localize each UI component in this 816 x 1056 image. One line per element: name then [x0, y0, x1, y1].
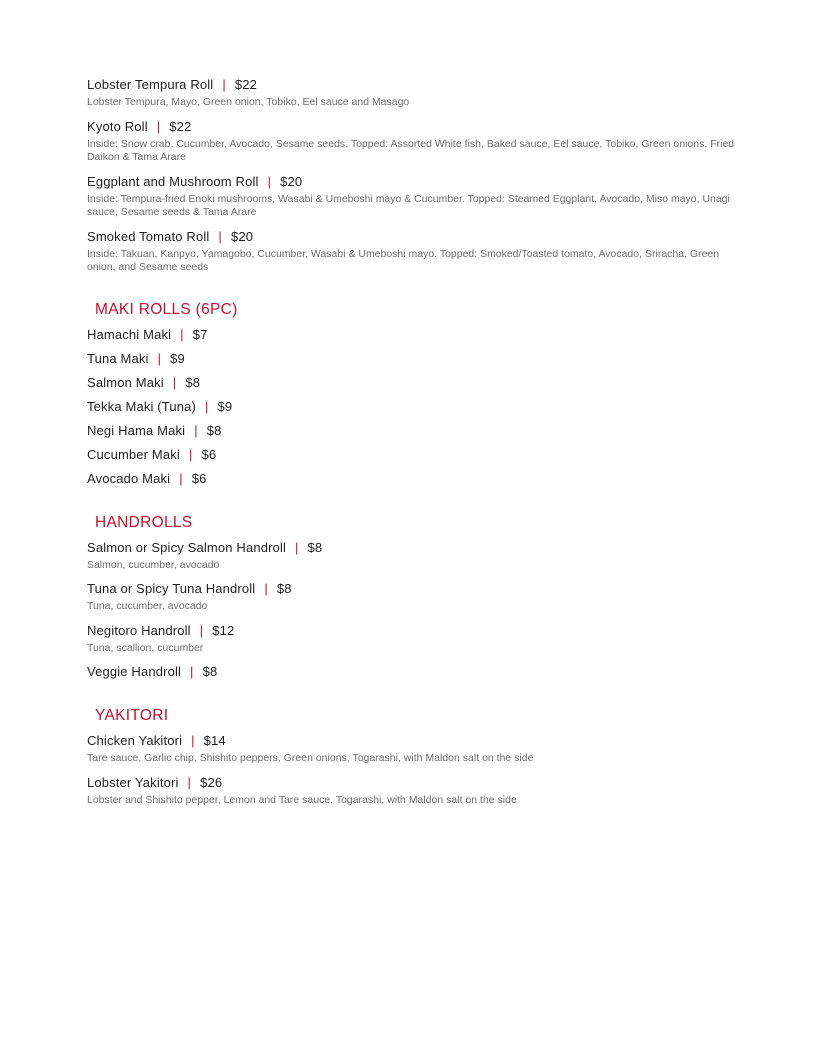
item-price: $8 — [307, 539, 323, 555]
item-name: Lobster Yakitori — [87, 774, 179, 790]
price-separator: | — [222, 77, 226, 92]
item-price: $9 — [217, 398, 233, 414]
price-separator: | — [264, 581, 268, 596]
price-separator: | — [267, 173, 272, 189]
section-title-yakitori: YAKITORI — [95, 707, 169, 724]
price-separator: | — [218, 228, 222, 244]
menu-item — [87, 326, 737, 344]
item-name: Kyoto Roll — [87, 118, 148, 134]
item-price: $6 — [191, 470, 207, 486]
item-price: $9 — [170, 350, 185, 366]
price-separator: | — [156, 118, 161, 134]
menu-item — [87, 173, 737, 220]
item-description: Lobster and Shishito pepper, Lemon and Tare sauce, Togarashi, with Maldon salt on the side — [87, 794, 517, 806]
item-name: Cucumber Maki — [87, 446, 180, 462]
menu-item — [87, 663, 737, 681]
item-price: $12 — [212, 622, 235, 638]
item-description: Tuna, scallion, cucumber — [87, 642, 204, 654]
menu-item — [87, 76, 737, 110]
price-separator: | — [180, 326, 184, 342]
item-price: $26 — [200, 774, 223, 790]
menu-item — [87, 580, 737, 614]
menu-item-title — [87, 118, 737, 136]
menu-item — [87, 422, 737, 440]
item-name: Avocado Maki — [87, 470, 171, 486]
item-name: Tuna Maki — [87, 350, 149, 366]
menu-item — [87, 350, 737, 368]
item-name: Veggie Handroll — [87, 664, 182, 679]
item-name: Eggplant and Mushroom Roll — [87, 173, 259, 189]
menu-item-title — [87, 228, 737, 246]
menu-item-title — [87, 173, 737, 191]
price-separator: | — [157, 350, 162, 366]
menu-item — [87, 398, 737, 416]
item-price: $20 — [280, 173, 303, 189]
item-name: Tekka Maki (Tuna) — [87, 398, 196, 414]
menu-item-title — [87, 374, 737, 392]
item-price: $8 — [202, 664, 218, 679]
section-title-maki-rolls: MAKI ROLLS (6PC) — [95, 300, 238, 318]
menu-item — [87, 622, 737, 656]
menu-item-title — [87, 663, 737, 681]
item-description: Inside: Takuan, Kanpyo, Yamagobo, Cucumber, Wasabi & Umeboshi mayo. Topped: Smoked/Toasted tomato, Avocado, Sriracha, Green onion, and Sesame seeds — [87, 248, 720, 273]
menu-item-title — [87, 398, 737, 416]
menu-item-title — [87, 470, 737, 488]
item-name: Negitoro Handroll — [87, 622, 191, 638]
price-separator: | — [172, 374, 177, 390]
item-name: Chicken Yakitori — [87, 733, 183, 748]
item-name: Tuna or Spicy Tuna Handroll — [87, 581, 256, 596]
item-price: $20 — [230, 228, 254, 244]
menu-item-title — [87, 422, 737, 440]
item-name: Lobster Tempura Roll — [87, 77, 214, 92]
menu-item-title — [87, 326, 737, 344]
item-description: Tuna, cucumber, avocado — [87, 601, 208, 612]
item-name: Smoked Tomato Roll — [87, 228, 210, 244]
price-separator: | — [191, 733, 195, 748]
item-description: Inside: Tempura-fried Enoki mushrooms, Wasabi & Umeboshi mayo & Cucumber. Topped: Steamed Eggplant, Avocado, Miso mayo, Unagi sauce, Sesame seeds & Tama Arare — [87, 193, 730, 218]
menu-item — [87, 446, 737, 464]
menu-item — [87, 228, 737, 275]
menu-item-title — [87, 732, 737, 750]
menu-item-title — [87, 350, 737, 368]
item-name: Hamachi Maki — [87, 326, 172, 342]
item-name: Salmon or Spicy Salmon Handroll — [87, 539, 287, 555]
item-price: $6 — [201, 446, 217, 462]
menu-item-title — [87, 622, 737, 640]
item-name: Negi Hama Maki — [87, 422, 186, 438]
item-description: Salmon, cucumber, avocado — [87, 559, 220, 571]
item-description: Tare sauce, Garlic chip, Shishito peppers, Green onions, Togarashi, with Maldon salt on the side — [87, 753, 534, 764]
section-title-handrolls: HANDROLLS — [95, 513, 193, 531]
price-separator: | — [190, 664, 194, 679]
item-price: $7 — [192, 326, 208, 342]
item-price: $22 — [234, 77, 257, 92]
item-price: $8 — [206, 422, 222, 438]
item-price: $8 — [185, 374, 201, 390]
menu-item-title — [87, 446, 737, 464]
menu-item — [87, 774, 737, 808]
menu-item — [87, 374, 737, 392]
price-separator: | — [194, 422, 198, 438]
menu-item-title — [87, 539, 737, 557]
item-price: $22 — [169, 118, 192, 134]
price-separator: | — [188, 446, 193, 462]
menu-item-title — [87, 774, 737, 792]
menu-item-title — [87, 76, 737, 94]
item-description: Inside: Snow crab, Cucumber, Avocado, Sesame seeds. Topped: Assorted White fish, Baked sauce, Eel sauce, Tobiko, Green onions, Fried Daikon & Tama Arare — [87, 138, 735, 163]
item-price: $8 — [276, 581, 292, 596]
item-description: Lobster Tempura, Mayo, Green onion, Tobiko, Eel sauce and Masago — [87, 97, 410, 108]
item-name: Salmon Maki — [87, 374, 164, 390]
price-separator: | — [205, 398, 209, 414]
price-separator: | — [295, 539, 299, 555]
price-separator: | — [187, 774, 192, 790]
menu-item-title — [87, 580, 737, 598]
price-separator: | — [199, 622, 204, 638]
menu-item — [87, 732, 737, 766]
menu-item — [87, 118, 737, 165]
item-price: $14 — [203, 733, 226, 748]
menu-item — [87, 470, 737, 488]
price-separator: | — [179, 470, 183, 486]
menu-item — [87, 539, 737, 573]
menu-page — [87, 76, 737, 807]
